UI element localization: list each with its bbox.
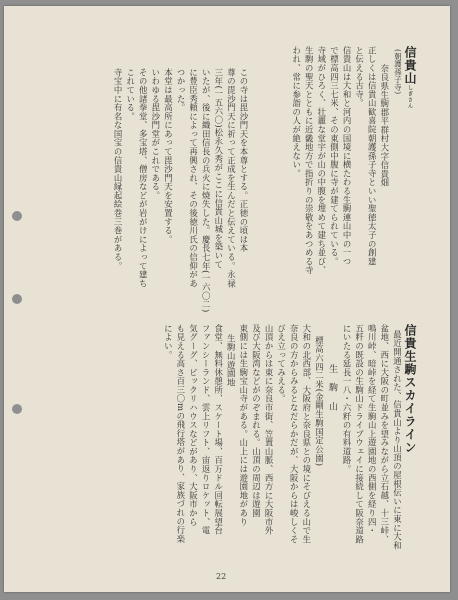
text-line: 盆地、西に大阪の町並みを望みながら立石越、十三峠、 [379,324,390,544]
text-line: その他諸拳堂、多宝塔、僧房などが岩がけによって建ち [138,68,149,288]
text-line: 食堂、無料休憩所、スケート場、百万ドル回転展望台 [213,324,224,535]
text-line: に豊臣秀頼によって再興され、その後徳川氏の信仰があ [188,68,199,288]
text-line: 五粁の既設の生駒山ドライブウェイに接続して阪奈道路 [354,324,365,544]
punch-hole [12,211,22,221]
section-title-skyline: 信貴生駒スカイライン [403,324,417,454]
text-line: 信貴山は大和と河内の国境に横たわる生駒連山中の一つ [342,46,353,266]
text-line: 大和の北西部、大阪府と奈良県との境にそびえる山で生 [301,324,312,544]
text-line: 三年(一五六〇)松永久秀がここに信貴山城を築いて [213,68,224,269]
upper-left-block [111,68,250,313]
text-line: も見える高さ百三〇mの飛行塔があり、家族づれの行楽 [175,324,186,544]
section-subtitle: (朝護孫子寺) [393,49,403,95]
document-page [4,6,450,592]
text-line: つかった。 [176,68,187,112]
text-line: 本堂は最高所にあって毘沙門天を安置する。 [163,68,174,244]
punch-hole [12,294,22,304]
text-line: 奈良の方からみるとなだらかだが、大阪からは峻しくそ [289,324,300,544]
text-line: 最近開通された、信貴山より山頂の屋根伝いに東に大和 [392,330,403,550]
text-line: 鳴川峠、暗峠を経て生駒山上遊園地の西側を経り四・ [367,324,378,535]
text-line: 気グーグ、ビックリハウスなどがあり、大阪市から [188,324,199,527]
text-line: にいたる延長一八・六粁の有料道路。 [342,324,353,474]
lower-left-block [162,324,338,564]
text-line: びえ立ってみえる。 [276,324,287,404]
text-line: と伝える古寺。 [354,46,365,108]
text-line: で標高四三七米、その東側中腹に寺が建てられている。 [329,46,340,266]
section-heading-ikomayama: 生 駒 山 [327,364,337,411]
section-title-shigisan: 信貴山しぎさん [403,46,417,109]
text-line: ファンシーランド、雲上リフト、宙返りロケット、電 [201,324,212,535]
text-line: 及び大阪湾などがのぞまれる。山頂の周辺は遊園 [251,324,262,518]
text-line: によい。 [163,324,174,360]
lower-right-block [340,324,416,564]
text-line: これている。 [125,68,136,121]
text-line: 寺宝中に有名な国宝の信貴山縁起絵巻三巻がある。 [113,68,124,271]
text-line: 東側には生駒宝山寺がある。山上には遊園地があり [238,324,249,527]
text-line: 寺域がひろく、壮麗な堂宇が山の中腹を埋めて建ち並び、 [316,46,327,275]
page-number: 22 [216,572,227,581]
text-line: 生駒の聖天とともに近畿地方で指折りの崇敬をあつめる寺 [304,46,315,275]
punch-hole [12,404,22,414]
text-line: 尊の毘沙門天に祈って正成を生んだと伝えている。永禄 [226,68,237,288]
text-line: 標高六四二米(金剛生駒国定公園) [314,336,325,467]
subheading-amusement-park: 生駒山遊園地 [226,334,237,387]
text-line: われ、常に参詣の人が絶えない。 [291,46,302,178]
text-line: 正しくは信貴山歓喜院朝護孫子寺といい聖徳太子の創建 [367,46,378,266]
text-line: いわゆる毘沙門堂がこれである。 [150,68,161,200]
text-line: いたが、後に織田信長の兵火に焼失した。慶長七年(一六〇二) [201,68,212,313]
upper-right-block [290,46,416,296]
text-line: 山頂からは東に奈良市街、笠置山脈、西方に大阪市外 [264,324,275,535]
text-line: この寺は毘沙門天を本尊とする。正徳の頃は本 [239,68,249,253]
text-line: 奈良県生駒郡平群村大字信貴畑 [379,64,390,188]
